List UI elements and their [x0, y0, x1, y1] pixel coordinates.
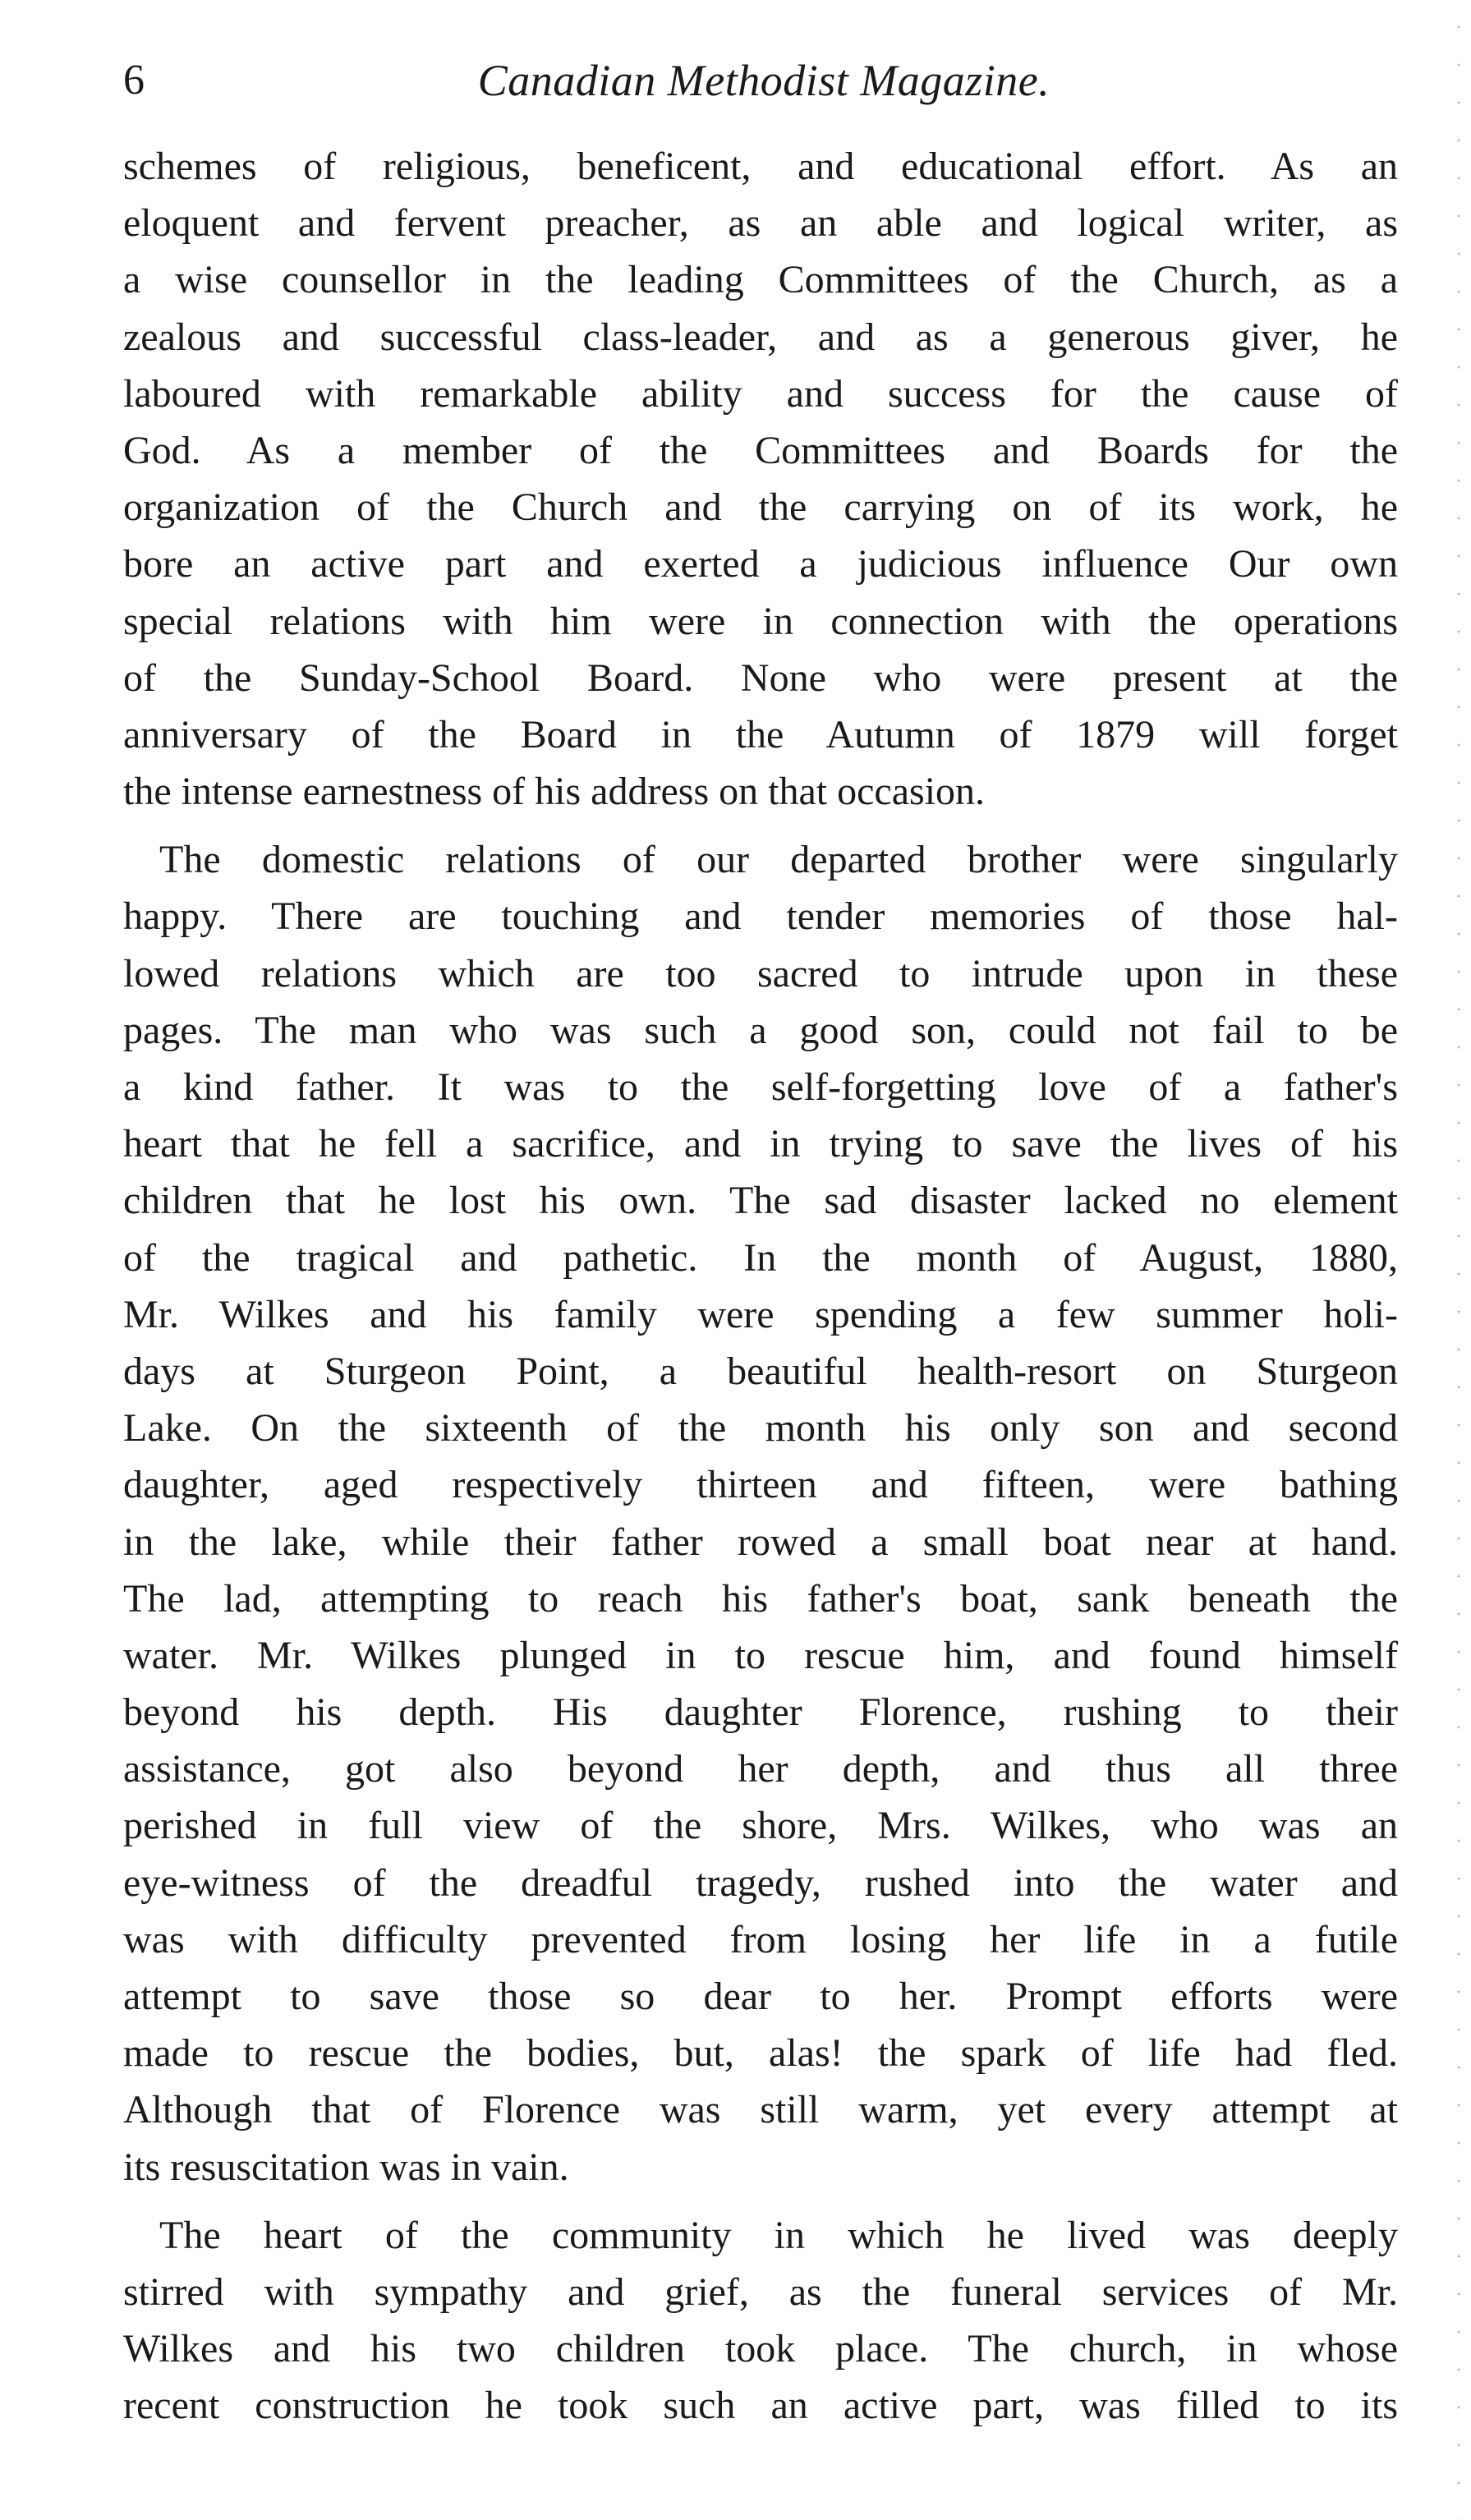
page-header [123, 48, 1404, 113]
text-line: Wilkes and his two children took place. The church, in whose [123, 2327, 1398, 2371]
text-line: God. As a member of the Committees and Boards for the [123, 428, 1398, 472]
text-line: made to rescue the bodies, but, alas! the spark of life had fled. [123, 2031, 1398, 2076]
text-line: in the lake, while their father rowed a small boat near at hand. [123, 1520, 1398, 1564]
text-line: recent construction he took such an active part, was filled to its [123, 2384, 1398, 2428]
text-line: beyond his depth. His daughter Florence, rushing to their [123, 1690, 1398, 1735]
text-line: a kind father. It was to the self-forgetting love of a father's [123, 1065, 1398, 1109]
text-line: its resuscitation was in vain. [123, 2145, 569, 2189]
paragraph-1 [123, 138, 1398, 820]
text-line: attempt to save those so dear to her. Prompt efforts were [123, 1975, 1398, 2018]
text-line: the intense earnestness of his address on that occasion. [123, 770, 986, 814]
paragraph-2 [123, 831, 1398, 2196]
text-line: special relations with him were in connection with the operations [123, 599, 1398, 643]
text-line: eloquent and fervent preacher, as an able and logical writer, as [123, 201, 1398, 246]
text-line: bore an active part and exerted a judicious influence Our own [123, 542, 1398, 586]
text-line: lowed relations which are too sacred to intrude upon in these [123, 951, 1398, 996]
text-line: perished in full view of the shore, Mrs. Wilkes, who was an [123, 1804, 1398, 1848]
text-line: daughter, aged respectively thirteen and fifteen, were bathing [123, 1463, 1398, 1507]
text-line: Lake. On the sixteenth of the month his only son and second [123, 1406, 1398, 1451]
text-line: a wise counsellor in the leading Committees of the Church, as a [123, 258, 1398, 302]
text-line: eye-witness of the dreadful tragedy, rushed into the water and [123, 1860, 1398, 1905]
text-line: days at Sturgeon Point, a beautiful health-resort on Sturgeon [123, 1349, 1398, 1393]
text-line: of the tragical and pathetic. In the month of August, 1880, [123, 1235, 1398, 1280]
text-line: organization of the Church and the carrying on of its work, he [123, 485, 1398, 530]
text-line: pages. The man who was such a good son, could not fail to be [123, 1008, 1398, 1052]
text-line: of the Sunday-School Board. None who were present at the [123, 655, 1398, 700]
text-line: Mr. Wilkes and his family were spending a few summer holi- [123, 1292, 1398, 1336]
paragraph-gap [123, 820, 1398, 831]
paragraph-gap [123, 2196, 1398, 2207]
scan-edge-specks [1438, 0, 1471, 2520]
text-line: anniversary of the Board in the Autumn of 1879 will forget [123, 712, 1398, 756]
paragraph-3 [123, 2207, 1398, 2435]
text-line: Although that of Florence was still warm, yet every attempt at [123, 2088, 1398, 2132]
text-line: The domestic relations of our departed brother were singularly [159, 838, 1398, 882]
text-line: children that he lost his own. The sad disaster lacked no element [123, 1179, 1398, 1223]
body-text [123, 138, 1398, 2435]
text-line: stirred with sympathy and grief, as the funeral services of Mr. [123, 2269, 1398, 2314]
text-line: The heart of the community in which he lived was deeply [159, 2213, 1398, 2257]
text-line: water. Mr. Wilkes plunged in to rescue him, and found himself [123, 1633, 1398, 1677]
text-line: schemes of religious, beneficent, and educational effort. As an [123, 145, 1398, 188]
text-line: laboured with remarkable ability and success for the cause of [123, 371, 1398, 416]
text-line: heart that he fell a sacrifice, and in trying to save the lives of his [123, 1122, 1398, 1166]
text-line: happy. There are touching and tender memories of those hal- [123, 894, 1398, 939]
text-line: assistance, got also beyond her depth, and thus all three [123, 1747, 1398, 1791]
page-number: 6 [123, 57, 145, 103]
text-line: zealous and successful class-leader, and as a generous giver, he [123, 315, 1398, 359]
text-line: The lad, attempting to reach his father's boat, sank beneath the [123, 1576, 1398, 1621]
text-line: was with difficulty prevented from losing her life in a futile [123, 1917, 1398, 1961]
running-head: Canadian Methodist Magazine. [477, 56, 1050, 105]
